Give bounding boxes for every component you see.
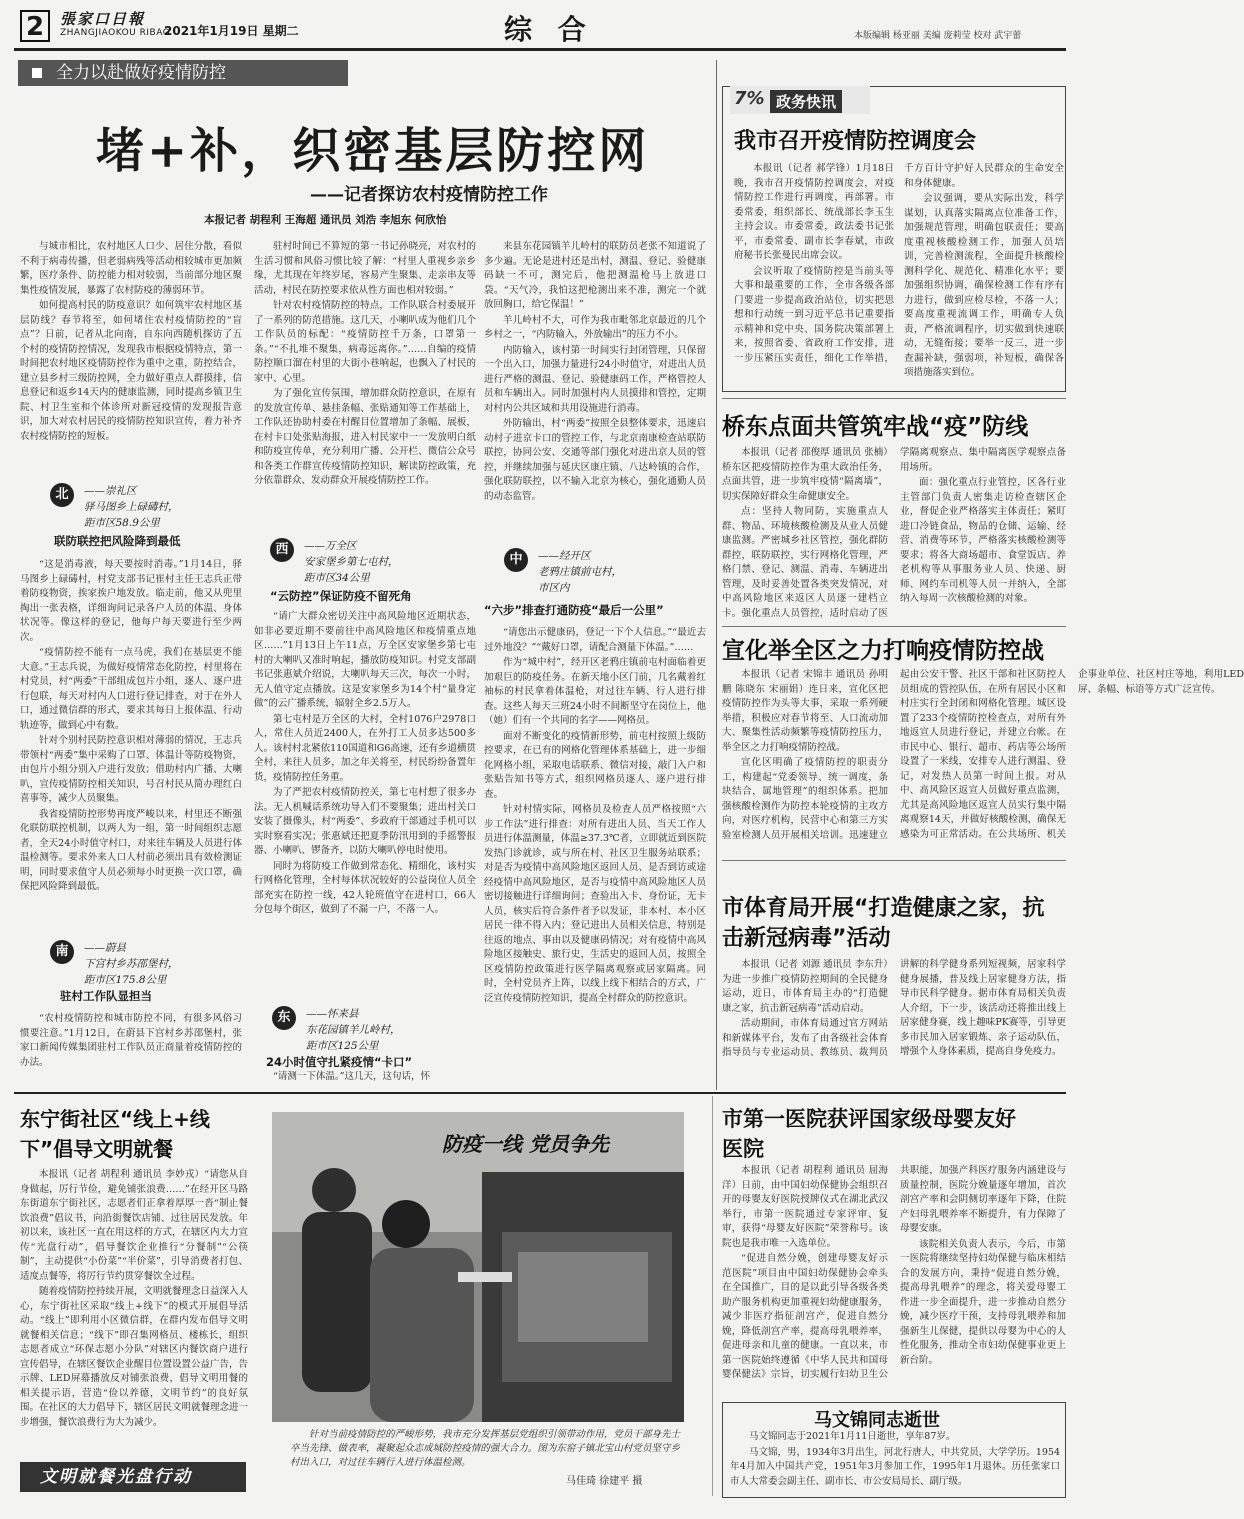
paragraph: “请广大群众密切关注中高风险地区近期状态，如非必要近期不要前往中高风险地区和疫情重点地区……”1月13日上午11点，万全区安家堡乡第七屯村的大喇叭又准时响起，播放防疫知识。村党支部副书记张惠斌介绍说，大喇叭每天三次，每次一小时，无人值守定点播放。这是安家堡乡为14个村“量身定做”的云广播系统，辐射全乡2.5万人。	[254, 611, 476, 709]
county: ——万全区	[304, 540, 357, 552]
dongning-footer-banner: 文明就餐光盘行动	[20, 1462, 246, 1492]
county: ——蔚县	[84, 942, 126, 954]
location-text	[538, 548, 622, 596]
xuanhua-body	[722, 668, 1244, 856]
place: 东花园镇羊儿岭村，	[306, 1024, 401, 1036]
paragraph: 会议听取了疫情防控是当前头等大事和最重要的工作，全市各级各部门要进一步提高政治站位，切实把思想和行动统一到习近平总书记重要指示精神和党中央、国务院决策部署上来，按照省委、省政府工作安排，进一步压紧压实责任，细化工作举措，千方百计守护好人民群众的生命安全和身体健康。	[734, 163, 1064, 364]
paragraph: 为了强化宣传氛围，增加群众防控意识，在原有的发放宣传单、悬挂条幅、张贴通知等工作基础上，工作队还协助村委在村醒目位置增加了条幅、展板，在村卡口处张贴海报，进入村民家中一一发放明白纸和防疫宣传单，充分利用广播、公开栏、微信公众号和各类工作群宣传疫情防控知识，解读防控政策，充分依靠群众、发动群众开展疫情防控工作。	[254, 388, 476, 486]
section-heading: 24小时值守扎紧疫情“卡口”	[266, 1055, 413, 1069]
lower-strip-rule	[14, 1092, 1066, 1094]
paragraph: 面：强化重点行业管控，区各行业主管部门负责人密集走访检查辖区企业，督促企业严格落实主体责任；紧盯进口冷链食品，物品的仓储、运输、经营、消费等环节，严格落实核酸检测等要求；将各大商场超市、食堂饭店、养老机构等从事服务业人员、快递、厨师、网约车司机等人员一并纳入，全部纳入每周一次核酸检测的对象。	[900, 477, 1066, 604]
masthead	[14, 8, 1066, 46]
paragraph: 羊儿岭村不大，可作为我市毗邻北京最近的几个乡村之一，“内防输入，外放输出”的压力不小。	[484, 314, 706, 340]
paragraph: 同时为将防疫工作做到常态化、精细化，该村实行网格化管理，全村每体状况较好的公益岗位人员全部充实在防控一线，42人轮班值守在进村口，66人分包每个街区，做到了不漏一户，不落一人。	[254, 860, 476, 915]
paragraph: 宣化区明确了疫情防控的职责分工，构建起“党委领导、统一调度，条块结合，属地管理”的组织体系。把加强核酸检测作为防控本轮疫情的主攻方向，对医疗机构，民营中心和第三方实验室检测人员开展相关培训。迅速建立起由公安干警、社区干部和社区防控人员组成的管控队伍，在所有居民小区和村庄实行全封闭和网格化管理。城区设置了233个疫情防控检查点，对所有外地返宣人员进行登记，并建立台帐。在市民中心、银行、超市、药店等公场所设置了一米线，安排专人进行测温、登记，对发热人员第一时间上报。对从中、高风险区返宣人员做好重点监测，尤其是高风险地区返宣人员实行集中隔离观察14天，并做好核酸检测，确保无感染为可正常活动。在公共场所、机关企事业单位、社区村庄等地，利用LED屏、条幅、标语等方式广泛宣传。	[722, 669, 1244, 841]
paragraph: 会议强调，要从实际出发，科学谋划，认真落实隔离点位准备工作，加强规范管理，明确包联责任；要高度重视核酸检测工作，加强人员培训，完善检测流程，全面提升核酸检测科学化、规范化、精准化水平；要加强组织协调，确保检测工作有序有力进行，做到应检尽检，不落一人；要高度重视流调工作，明确专人负责，严格流调程序，切实做到快速联动，无缝衔接；要举一反三，进一步查漏补缺，强弱项，补短板，确保各项措施落实到位。	[904, 193, 1064, 378]
paragraph: 针对村情实际，网格员及检查人员严格按照“六步工作法”进行排查：对所有进出人员、当天工作人员进行体温测量，体温≥37.3℃者，立即就近到医院发热门诊就诊，或与所在村、社区卫生服务站联系；对是否为疫情中高风险地区返回人员、是否到访或途经疫情中高风险地区，是否与疫情中高风险地区人员密切接触进行详细询问；查验出入卡、身份证，无卡人员，核实后符合条件者予以发证，非本村、本小区居民一律不得入内；登记进出人员相关信息，特别是往返的地点、事由以及健康码情况；对有疫情中高风险地区接触史、旅行史，生活史的返回人员，按照全区疫情防控政策进行医学隔离观察或居家隔离。同时，全村党员齐上阵，以线上线下相结合的方式，广泛宣传疫情防控知识，提高全村群众的防控意识。	[484, 804, 706, 1004]
lead-column-1	[20, 240, 242, 445]
paper-name: 張家口日報	[60, 10, 146, 28]
paragraph: 与城市相比，农村地区人口少、居住分散，看似不利于病毒传播，但老弱病残等活动相较城市更加频繁，医疗条件、防控能力相对较弱，当前部分地区聚集性疫情发展，暴露了农村防疫的薄弱环节。	[20, 241, 242, 296]
issue-date: 2021年1月19日 星期二	[164, 24, 299, 38]
paragraph: 马文锦同志于2021年1月11日逝世，享年87岁。	[749, 1431, 956, 1442]
paragraph: 本报讯（记者 刘源 通讯员 李东升）为进一步推广疫情防控期间的全民健身运动，近日，市体育局主办的“打造健康之家，抗击新冠病毒”活动启动。	[722, 959, 888, 1014]
location-central	[484, 548, 714, 618]
qiaodong-title: 桥东点面共管筑牢战“疫”防线	[722, 414, 1029, 440]
paragraph: “促进自然分娩，创建母婴友好示范医院”项目由中国妇幼保健协会牵头在全国推广，目的是以此引导各级各类助产服务机构更加重视妇幼健康服务，减少非医疗指征剖宫产，促进自然分娩，降低剖宫产率，提高母乳喂养率，促进母亲和儿童的健康。一直以来，市第一医院始终遵循《中华人民共和国母婴保健法》宗旨，切实履行妇幼卫生公共职能，加强产科医疗服务内涵建设与质量控制，医院分娩量逐年增加，首次剖宫产率和会阴侧切率逐年下降，住院产妇母乳喂养率不断提升，有力保障了母婴安康。	[722, 1165, 1066, 1380]
brief-title: 我市召开疫情防控调度会	[734, 129, 977, 154]
lead-byline: 本报记者 胡程利 王海超 通讯员 刘浩 李旭东 何欣怡	[204, 214, 447, 226]
rule	[722, 398, 1066, 399]
brief-body	[734, 162, 1064, 388]
qiaodong-body	[722, 446, 1066, 624]
column-divider	[712, 1096, 713, 1496]
county: ——经开区	[538, 550, 591, 562]
location-text	[84, 940, 179, 988]
north-badge: 北	[50, 483, 74, 507]
rule	[722, 626, 1066, 627]
location-west	[270, 538, 480, 602]
lead-title: 堵+补，织密基层防控网	[96, 123, 650, 179]
paragraph: 我省疫情防控形势再度严峻以来，村里还不断强化联防联控机制，以两人为一组，第一时间组织志愿者，全天24小时值守村口，对来往车辆及人员进行体温检测等。要求外来人口人村前必须出具有效检测证明，同时要求值守人员必须每小时更换一次口罩，确保把风险降到最低。	[20, 808, 242, 892]
page-number: 2	[20, 10, 50, 42]
paragraph: 面对不断变化的疫情新形势，前屯村按照上级防控要求，在已有的网格化管理体系基础上，进一步细化网格小组，采取电话联系、微信对接，敲门入户和张贴告知书等方式，组织网格员逐人、逐户进行排查。	[484, 730, 706, 800]
dongning-body	[20, 1168, 248, 1452]
paragraph: 来县东花园镇羊儿岭村的联防员老张不知道说了多少遍。无论是进村还是出村，测温、登记、验健康码缺一不可，测完后，他把测温枪马上放进口袋。“天气冷，我怕这把枪测出来不准，测完一个就放回胸口，给它保温！”	[484, 241, 706, 310]
south-badge: 南	[50, 940, 74, 964]
section-title: 综 合	[504, 13, 594, 46]
lead-column-2b	[254, 610, 476, 998]
location-north	[50, 483, 250, 547]
distance: 距市区125公里	[306, 1040, 379, 1052]
section-heading: “云防控”保证防疫不留死角	[270, 589, 412, 603]
place: 老鸦庄镇前屯村，	[538, 566, 622, 578]
column-divider	[716, 60, 717, 1090]
hospital-title: 市第一医院获评国家级母婴友好医院	[722, 1107, 1016, 1161]
photo-credit: 马佳琦 徐建平 摄	[566, 1476, 643, 1487]
paragraph: 随着疫情防控持续开展，文明就餐理念日益深入人心，东宁街社区采取“线上+线下”的模式开展倡导活动。“线上”即利用小区微信群，在群内发布倡导文明就餐相关信息；“线下”即召集网格员、楼栋长，组织志愿者成立“环保志愿小分队”对辖区内餐饮商户进行宣传倡导，在辖区餐饮企业醒目位置设置公益广告，告示牌、LED屏幕播放反对铺张浪费，倡导文明用餐的相关提示语，营造“俭以养德，文明节约”的良好氛围。在社区的大力倡导下，辖区居民文明就餐理念进一步增强，餐饮浪费行为大为减少。	[20, 1286, 249, 1428]
editor-line: 本版编辑 杨亚丽 美编 庞莉莹 校对 武宇蕾	[854, 31, 1022, 41]
xuanhua-title: 宣化举全区之力打响疫情防控战	[722, 638, 1044, 664]
hospital-body	[722, 1164, 1066, 1396]
distance: 市区内	[538, 582, 570, 594]
paragraph: “农村疫情防控和城市防控不同，有很多风俗习惯要注意。”1月12日，在蔚县下宫村乡苏邵堡村，张家口新闻传媒集团驻村工作队员正商量着疫情防控的办法。	[20, 1013, 242, 1068]
distance: 距市区58.9公里	[84, 517, 160, 529]
place: 安家堡乡第七屯村，	[304, 556, 399, 568]
paragraph: 第七屯村是万全区的大村，全村1076户2978口人，常住人员近2400人，在外打工人员多达500多人。该村村北紧依110国道和G6高速，还有乡道横贯全村，来往人员多，加之年关将至，村民纷纷备置年货，疫情防控任务重。	[254, 713, 476, 783]
paragraph: 针对个别村民防控意识相对薄弱的情况，王志兵带领村“两委”集中采购了口罩、体温计等防疫物资，由包片小组分别入户进行发放；借助村内广播、大喇叭，宣传疫情防控相关知识，号召村民从简办理红白喜事等，减少人员聚集。	[20, 735, 242, 804]
central-badge: 中	[504, 548, 528, 572]
paragraph: 本报讯（记者 胡程利 通讯员 屈海洋）日前，由中国妇幼保健协会组织召开的母婴友好医院授牌仪式在湖北武汉举行，市第一医院通过专家评审、复审，获得“母婴友好医院”荣誉称号。该院也是我市唯一入选单位。	[722, 1165, 888, 1249]
paragraph: “请测一下体温。”这几天，这句话，怀	[273, 1071, 430, 1082]
paragraph: 驻村时间已不算短的第一书记孙晓亮，对农村的生活习惯和风俗习惯比较了解：“村里人重视乡亲乡缘，尤其现在年终岁尾，容易产生聚集、走亲串友等活动，村民在防控要求依从性方面也相对较弱。”	[254, 241, 476, 296]
location-text	[306, 1006, 401, 1054]
lead-column-3b	[484, 626, 706, 1088]
masthead-rule	[14, 48, 1066, 51]
paragraph: 本报讯（记者 郝学锋）1月18日晚，我市召开疫情防控调度会，对疫情防控工作进行再调度，再部署。市委常委，组织部长、统战部长李玉生主持会议。市委常委，政法委书记张平，市委常委、副市长李春斌，市政府秘书长张曼民出席会议。	[734, 163, 894, 261]
section-heading: 驻村工作队显担当	[60, 989, 152, 1003]
sports-title: 市体育局开展“打造健康之家，抗击新冠病毒”活动	[722, 896, 1045, 951]
brief-logo-text: 政务快讯	[770, 90, 842, 113]
lead-column-3	[484, 240, 706, 546]
place: 驿马图乡上碌碡村，	[84, 501, 179, 513]
paragraph: 该院相关负责人表示，今后，市第一医院将继续坚持妇幼保健与临床相结合的发展方向，秉持“促进自然分娩，提高母乳喂养”的理念，将关爱母婴工作进一步全面提升，进一步推动自然分娩，减少医疗干预，支持母乳喂养和加强新生儿保健，提供以母婴为中心的人性化服务，推动全市妇幼保健事业更上新台阶。	[900, 1238, 1066, 1366]
county: ——怀来县	[306, 1008, 359, 1020]
location-south	[50, 940, 250, 1004]
east-badge: 东	[272, 1006, 296, 1030]
lead-column-1c	[20, 1012, 242, 1076]
paragraph: 如何提高村民的防疫意识？如何筑牢农村地区基层防线？春节将至，如何堵住农村疫情防控的“盲点”？日前，记者从北向南，自东向西随机探访了五个村的疫情防控情况，发现我市根据疫情特点，第一时间把农村地区疫情防控作为重中之重，防控结合，建立县乡村三级防控网，全力做好重点人群摸排，信息登记和返乡14天内的健康监测，同时提高乡镇卫生院、村卫生室和个体诊所对新冠疫情的发现报告意识，加大对农村居民的疫情防控知识宣传，着力补齐农村疫情防控的短板。	[20, 300, 242, 442]
location-text	[304, 538, 399, 586]
distance: 距市区34公里	[304, 572, 370, 584]
lead-column-2c	[254, 1070, 476, 1086]
place: 下宫村乡苏邵堡村，	[84, 958, 179, 970]
paragraph: 马文锦，男，1934年3月出生，河北行唐人，中共党员，大学学历。1954年4月加入中国共产党，1951年3月参加工作，1995年1月退休。历任张家口市人大常委会副主任、副市长、市公安局局长、副厅级。	[730, 1446, 1060, 1487]
paragraph: 作为“城中村”，经开区老鸦庄镇前屯村面临着更加艰巨的防疫任务。在新天地小区门前，几名戴着红袖标的村民拿着体温枪，对过往车辆、行人进行排查。这些人每天三班24小时不间断坚守在岗位上，他（她）们有一个共同的名字——网格员。	[484, 657, 706, 726]
paper-pinyin: ZHANGJIAOKOU RIBAO	[60, 28, 171, 38]
brief-column-logo	[730, 86, 870, 114]
photo-overlay-text: 防疫一线 党员争先	[442, 1132, 609, 1156]
lead-subtitle: ——记者探访农村疫情防控工作	[310, 185, 548, 205]
west-badge: 西	[270, 538, 294, 562]
paragraph: 本报讯（记者 邵俊厚 通讯员 张楠）桥东区把疫情防控作为重大政治任务，点面共管，进一步筑牢疫情“隔离墙”，切实保障好群众生命健康安全。	[722, 447, 888, 502]
banner-text: 全力以赴做好疫情防控	[56, 63, 226, 83]
brief-logo-icon: 7%	[734, 88, 765, 109]
paragraph: “请您出示健康码，登记一下个人信息。”“最近去过外地没？”“戴好口罩，请配合测量下体温。”……	[484, 627, 706, 653]
lead-column-1b	[20, 558, 242, 896]
distance: 距市区175.8公里	[84, 974, 167, 986]
rule	[722, 860, 1066, 861]
section-heading: 联防联控把风险降到最低	[54, 534, 181, 548]
paragraph: “这是消毒液，每天要按时消毒。”1月14日，驿马图乡上碌碡村，村党支部书记崔村主任王志兵正带着防疫物资，挨家挨户地发放。临走前，他又从兜里掏出一张表格，详细询问记录各户人员的体温、身体状况等。像这样的登记，他每户每天要进行至少两次。	[20, 559, 242, 643]
paragraph: 本报讯（记者 宋锦丰 通讯员 孙明鹏 陈晓东 宋丽娟）连日来，宣化区把疫情防控作为头等大事，采取一系列硬举措，积极应对春节将至、人口流动加大、聚集性活动频繁等疫情防控压力，举全区之力打响疫情防控战。	[722, 669, 888, 753]
obituary-title: 马文锦同志逝世	[814, 1410, 940, 1431]
news-photo	[272, 1112, 684, 1422]
paragraph: “疫情防控不能有一点马虎，我们在基层更不能大意。”王志兵说，为做好疫情常态化防控，村里将在村党员，村“两委”干部组成包片小组，逐人、逐户进行包联，每天对村内人口进行登记排查，对于在外人口，通过微信群的形式，要求其每日上报体温、行动轨迹等，做到心中有数。	[20, 647, 242, 731]
paragraph: 本报讯（记者 胡程利 通讯员 李妙戎）“请您从自身做起，厉行节俭，避免铺张浪费……”在经开区马路东街道东宁街社区，志愿者们正拿着厚厚一沓“制止餐饮浪费”倡议书，向沿街餐饮店铺、过往居民发放。年初以来，该社区一直在用这样的方式，在辖区内大力宣传“光盘行动”，倡导餐饮企业推行“分餐制”“公筷制”，主动提供“小份菜”“半价菜”，引导消费者打包、适度点餐等，将厉行节约贯穿餐饮全过程。	[20, 1169, 249, 1282]
photo-caption: 针对当前疫情防控的严峻形势，我市充分发挥基层党组织引领带动作用，党员干部身先士卒当先锋、做表率，凝聚起众志成城防控疫情的强大合力。图为东窑子镇北宝山村党员坚守乡村出入口，对过往车辆行人进行体温检测。	[290, 1429, 680, 1468]
paragraph: 为了严把农村疫情防控关，第七屯村想了很多办法。无人机喊话系统功导入们不要聚集；进出村关口安装了摄像头，村“两委”、乡政府干部通过手机可以实时察看实况；张惠斌还把夏季防汛用到的手摇警报器、小喇叭、锣备齐，以防大喇叭停电时使用。	[254, 787, 476, 856]
location-east	[266, 1006, 482, 1070]
dongning-title: 东宁街社区“线上+线下”倡导文明就餐	[20, 1107, 210, 1161]
photo-illustration	[272, 1112, 684, 1422]
banner-square-icon	[32, 68, 42, 78]
location-text	[84, 483, 179, 531]
paragraph: 内防输入，该村第一时间实行封闭管理，只保留一个出入口，加强力量进行24小时值守，对进出人员进行严格的测温、登记、验健康码工作，严格管控人员和车辆出入。同时加强村内人员摸排和管控，定期对村内公共区域和共用设施进行消毒。	[484, 344, 706, 414]
obituary-body	[730, 1430, 1060, 1494]
paragraph: 针对农村疫情防控的特点，工作队联合村委展开了一系列的防范措施。这几天，小喇叭成为他们几个工作队员的标配：“疫情防控千万条，口罩第一条。”“不扎堆不聚集，病毒远离你。”……自编的疫情防控顺口溜在村里的大街小巷响起，也飘入了村民的家中、心里。	[254, 300, 476, 384]
sports-body	[722, 958, 1066, 1088]
paragraph: 活动期间，市体育局通过官方网站和新媒体平台，发布了由各级社会体育指导员与专业运动员、教练员、裁判员讲解的科学健身系列短视频，居家科学健身展播，普及线上居家健身方法，指导市民科学健身。据市体育局相关负责人介绍，下一步，该活动还将推出线上居家健身赛，线上趣味PK赛等，引导更多市民加入居家锻炼、亲子运动队伍，增强个人身体素质，提高自身免疫力。	[722, 959, 1066, 1058]
paragraph: 点：坚持人物同防，实施重点人群、物品、环境核酸检测及从业人员健康监测。严密城乡社区管控，强化群防群控，联防联控，实行网格化管理，严格门禁、登记、测温、消毒、车辆进出管理，及时妥善处置各类突发情况，对中高风险地区来返区人员逐一建档立卡。强化重点人员管控，适时启动了医学隔离观察点、集中隔离医学观察点备用场所。	[722, 447, 1066, 619]
section-heading: “六步”排查打通防疫“最后一公里”	[484, 603, 664, 617]
county: ——崇礼区	[84, 485, 137, 497]
topic-banner	[18, 60, 348, 86]
lead-column-2	[254, 240, 476, 532]
paragraph: 外防输出，村“两委”按照全县整体要求，迅速启动村子进京卡口的管控工作，与北京南康检查站联防联控，协同公安、交通等部门强化对进出京人员的管控，并继续加强与延庆区康庄镇、八达岭镇的合作，强化联防联控，以不输入北京为核心，强化通勤人员的动态监管。	[484, 418, 706, 502]
